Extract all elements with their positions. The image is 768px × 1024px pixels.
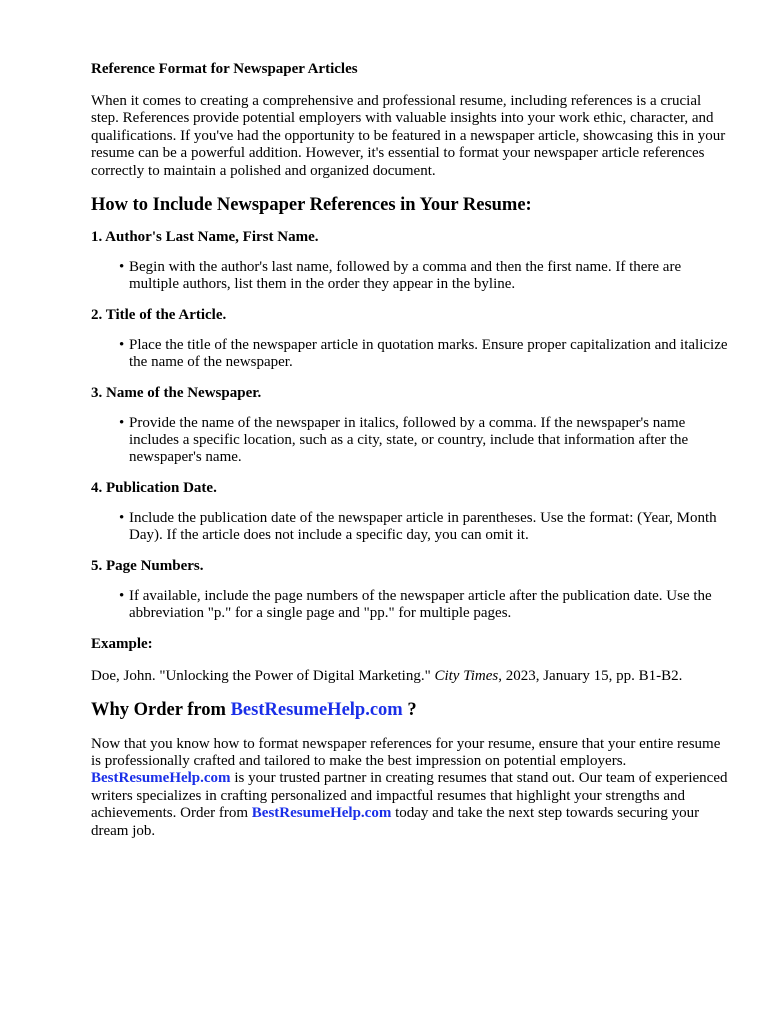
example-newspaper-name: City Times xyxy=(434,667,499,684)
example-prefix: Doe, John. "Unlocking the Power of Digital Marketing." xyxy=(91,667,435,684)
bestresumehelp-link-2[interactable]: BestResumeHelp.com xyxy=(251,805,392,822)
step-5-list xyxy=(91,588,731,623)
document-page xyxy=(91,60,731,840)
step-2-heading: 2. Title of the Article. xyxy=(91,306,227,323)
bullet-icon: • xyxy=(119,336,125,353)
list-item xyxy=(119,587,731,623)
step-3-heading: 3. Name of the Newspaper. xyxy=(91,384,262,401)
how-to-heading: How to Include Newspaper References in Your Resume: xyxy=(91,195,532,216)
bullet-icon: • xyxy=(119,509,125,526)
intro-paragraph: When it comes to creating a comprehensive and professional resume, including references is a crucial step. References provide potential employers with valuable insights into your work ethic, character, and qualifications. If you've had the opportunity to be featured in a newspaper article, showcasing this in your resume can be a powerful addition. However, it's essential to format your newspaper article references correctly to maintain a polished and organized document. xyxy=(91,93,726,179)
list-item xyxy=(119,509,731,545)
closing-part-2: is your trusted partner in creating resumes that stand out. Our team of experienced writers specializes in crafting personalized and impactful resumes that highlight your strengths and achievements. Order from xyxy=(91,770,728,822)
why-order-heading xyxy=(91,699,731,721)
closing-part-3: today and take the next step towards securing your dream job. xyxy=(91,805,700,839)
step-4-text: Include the publication date of the newspaper article in parentheses. Use the format: (Year, Month Day). If the article does not include a specific day, you can omit it. xyxy=(129,509,717,544)
step-1-list xyxy=(91,259,731,294)
step-5-heading: 5. Page Numbers. xyxy=(91,557,204,574)
bestresumehelp-link-1[interactable]: BestResumeHelp.com xyxy=(91,770,231,787)
bullet-icon: • xyxy=(119,414,125,431)
bullet-icon: • xyxy=(119,587,125,604)
document-title: Reference Format for Newspaper Articles xyxy=(91,61,358,77)
step-1-heading: 1. Author's Last Name, First Name. xyxy=(91,229,319,246)
step-4-heading: 4. Publication Date. xyxy=(91,479,217,496)
step-2-list xyxy=(91,337,731,372)
example-citation xyxy=(91,667,731,685)
bullet-icon: • xyxy=(119,259,125,276)
closing-part-1: Now that you know how to format newspaper references for your resume, ensure that your entire resume is professionally crafted and tailored to make the best impression on potential employers. xyxy=(91,735,721,769)
step-5-text: If available, include the page numbers of the newspaper article after the publication date. Use the abbreviation "p." for a single page and "pp." for multiple pages. xyxy=(129,587,712,622)
list-item xyxy=(119,336,731,372)
example-suffix: , 2023, January 15, pp. B1-B2. xyxy=(498,667,683,684)
step-4-list xyxy=(91,510,731,545)
list-item xyxy=(119,414,731,467)
step-2-text: Place the title of the newspaper article in quotation marks. Ensure proper capitalization and italicize the name of the newspaper. xyxy=(129,336,728,371)
step-3-text: Provide the name of the newspaper in italics, followed by a comma. If the newspaper's name includes a specific location, such as a city, state, or country, include that information after the newspaper's name. xyxy=(129,414,689,466)
example-label: Example: xyxy=(91,635,153,652)
step-1-text: Begin with the author's last name, followed by a comma and then the first name. If there are multiple authors, list them in the order they appear in the byline. xyxy=(129,259,682,293)
why-heading-prefix: Why Order from xyxy=(91,699,231,720)
step-3-list xyxy=(91,415,731,467)
closing-paragraph xyxy=(91,736,731,840)
bestresumehelp-heading-link[interactable]: BestResumeHelp.com xyxy=(230,699,403,720)
why-heading-suffix: ? xyxy=(402,699,417,720)
list-item xyxy=(119,259,731,294)
